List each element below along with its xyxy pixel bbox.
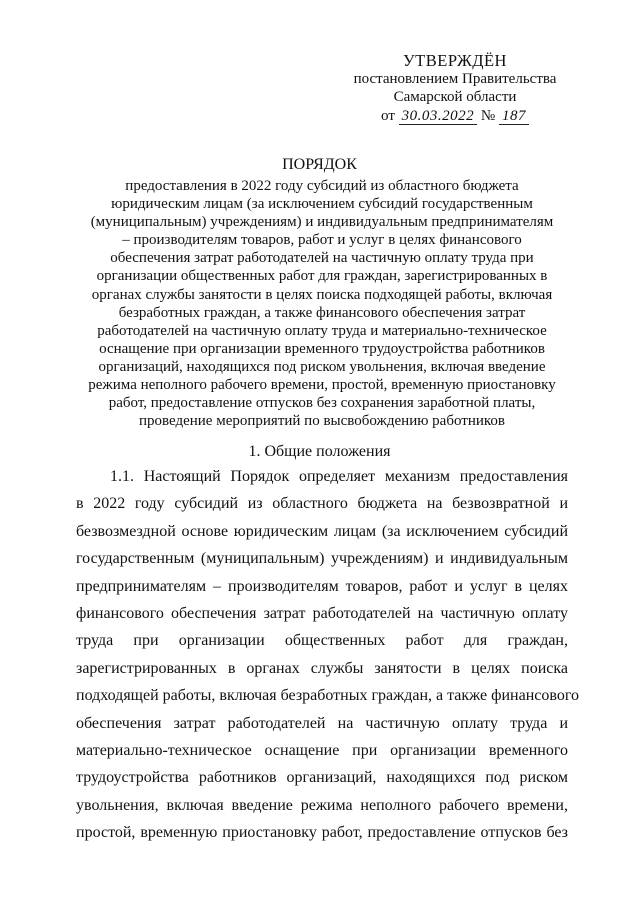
body-line: зарегистрированных в органах службы занятости в целях поиска: [76, 659, 568, 677]
handwritten-date: 30.03.2022: [399, 108, 478, 125]
body-line: 1.1. Настоящий Порядок определяет механизм предоставления: [110, 468, 568, 485]
body-text: [76, 463, 579, 846]
body-line: материально-техническое оснащение при организации временного: [76, 741, 568, 759]
body-line: государственным (муниципальным) учреждениям) и индивидуальным: [76, 550, 568, 568]
approval-date-line: [330, 107, 580, 125]
body-line: обеспечения затрат работодателей на частичную оплату труда и: [76, 714, 568, 732]
body-line: в 2022 году субсидий из областного бюджета на безвозвратной и: [76, 495, 568, 513]
document-subtitle: предоставления в 2022 году субсидий из областного бюджета юридическим лицам (за исключением субсидий государственным (муниципальным) учреждениям) и индивидуальным предпринимателям – производителям товаров, работ и услуг в целях финансового обеспечения затрат работодателей на частичную оплату труда при организации общественных работ для граждан, зарегистрированных в органах службы занятости в целях поиска подходящей работы, включая безработных граждан, а также финансового обеспечения затрат работодателей на частичную оплату труда и материально-техническое оснащение при организации временного трудоустройства работников организаций, находящихся под риском увольнения, включая введение режима неполного рабочего времени, простой, временную приостановку работ, предоставление отпусков без сохранения заработной платы, проведение мероприятий по высвобождению работников: [88, 178, 556, 430]
approval-line-1: постановлением Правительства: [353, 71, 557, 87]
section-heading: 1. Общие положения: [248, 443, 391, 460]
body-line: предпринимателям – производителям товаров, работ и услуг в целях: [76, 577, 568, 595]
body-line: финансового обеспечения затрат работодателей на частичную оплату: [76, 604, 568, 622]
body-line: простой, временную приостановку работ, предоставление отпусков без: [76, 824, 568, 842]
body-line: увольнения, включая введение режима неполного рабочего времени,: [76, 796, 568, 814]
approval-heading: УТВЕРЖДЁН: [403, 51, 507, 70]
body-line: безвозмездной основе юридическим лицам (за исключением субсидий: [76, 522, 568, 540]
approval-line-2: Самарской области: [393, 89, 517, 105]
number-prefix: №: [480, 108, 496, 124]
body-line: труда при организации общественных работ для граждан,: [76, 632, 568, 650]
body-line: подходящей работы, включая безработных граждан, а также финансового: [76, 687, 579, 705]
handwritten-number: 187: [499, 108, 529, 125]
approval-block: [330, 52, 580, 125]
document-title: ПОРЯДОК: [282, 156, 357, 173]
body-line: трудоустройства работников организаций, находящихся под риском: [76, 769, 568, 787]
date-prefix: от: [381, 108, 395, 124]
